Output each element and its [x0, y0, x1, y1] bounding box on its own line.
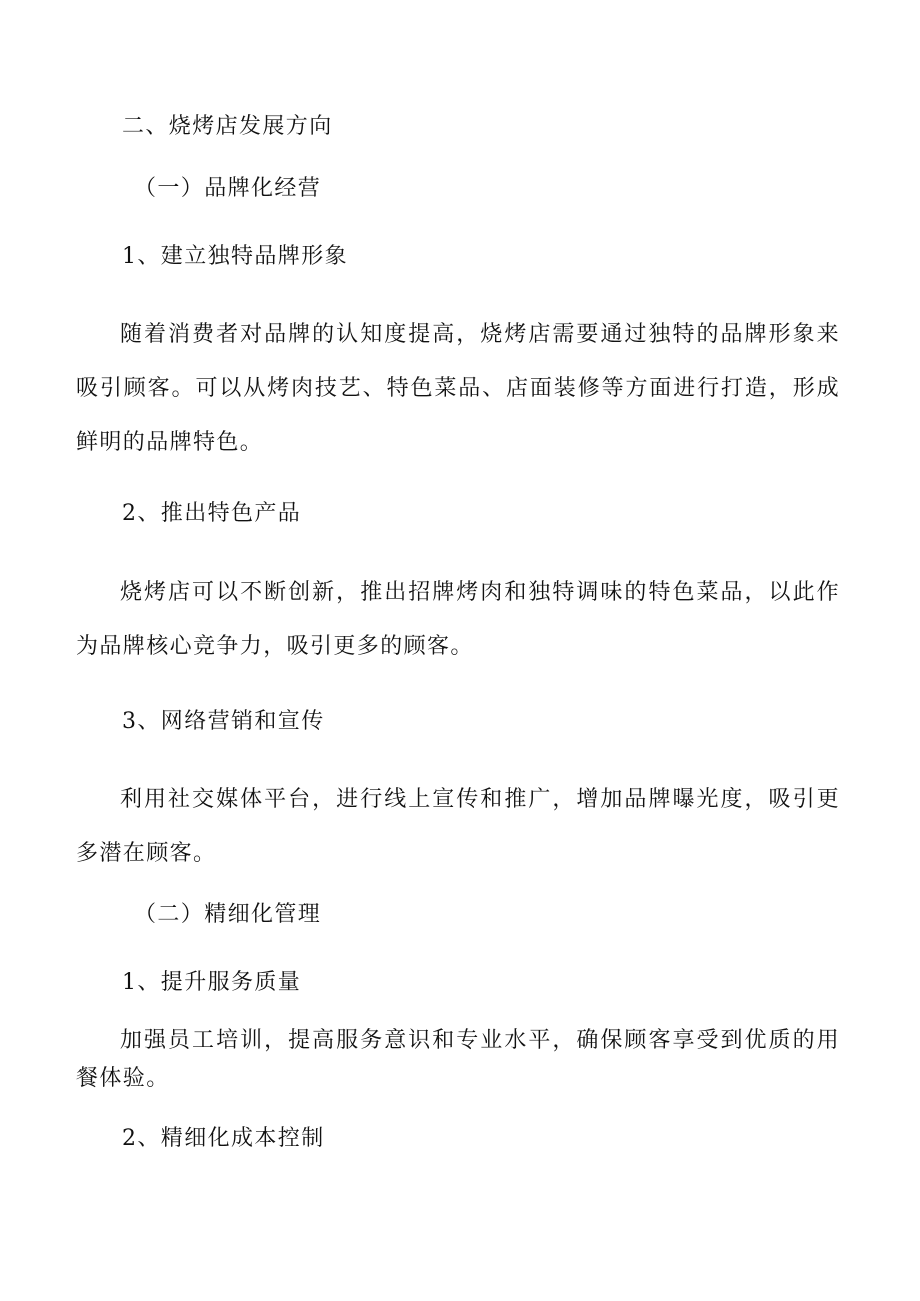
subsection-heading-refined-management: （二）精细化管理	[134, 902, 322, 927]
paragraph-special-products: 烧烤店可以不断创新，推出招牌烤肉和独特调味的特色菜品，以此作为品牌核心竞争力，吸引更多的顾客。	[76, 580, 840, 659]
item-title-special-products: 2、推出特色产品	[122, 501, 302, 526]
paragraph-brand-image: 随着消费者对品牌的认知度提高，烧烤店需要通过独特的品牌形象来吸引顾客。可以从烤肉技艺、特色菜品、店面装修等方面进行打造，形成鲜明的品牌特色。	[76, 322, 840, 455]
item-title-service-quality: 1、提升服务质量	[122, 970, 302, 995]
item-title-online-marketing: 3、网络营销和宣传	[122, 709, 325, 734]
paragraph-online-marketing: 利用社交媒体平台，进行线上宣传和推广，增加品牌曝光度，吸引更多潜在顾客。	[76, 787, 840, 866]
subsection-heading-brand: （一）品牌化经营	[134, 176, 322, 201]
item-title-brand-image: 1、建立独特品牌形象	[122, 244, 348, 269]
paragraph-service-quality: 加强员工培训，提高服务意识和专业水平，确保顾客享受到优质的用餐体验。	[76, 1028, 840, 1091]
section-heading: 二、烧烤店发展方向	[122, 114, 333, 139]
item-title-cost-control: 2、精细化成本控制	[122, 1126, 325, 1151]
